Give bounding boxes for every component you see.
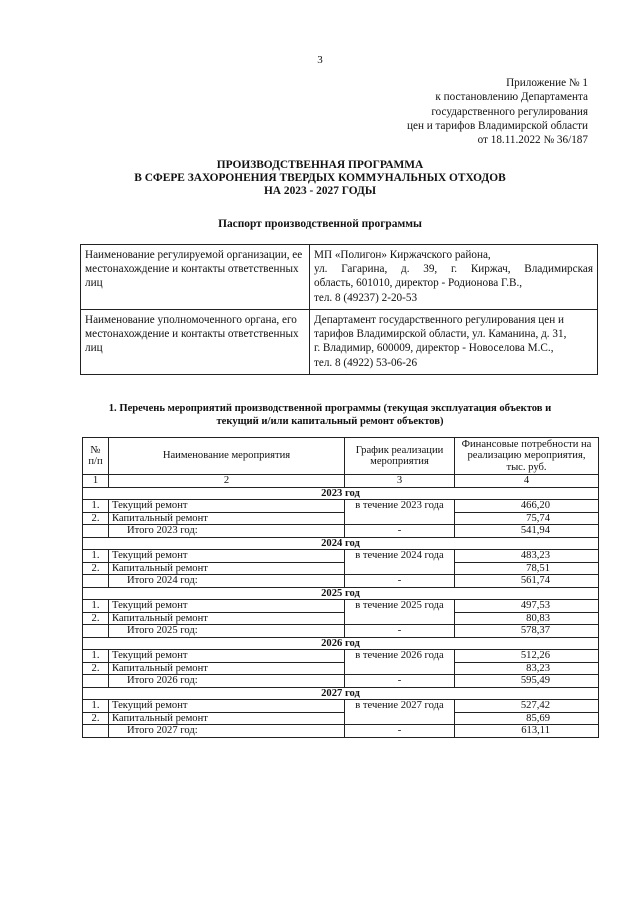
item-value: 85,69: [455, 712, 599, 725]
total-num-cell: [83, 725, 109, 738]
title-line: НА 2023 - 2027 ГОДЫ: [263, 185, 377, 197]
item-value: 75,74: [455, 512, 599, 525]
passport-heading: Паспорт производственной программы: [218, 218, 422, 230]
schedule-cell: в течение 2026 года: [345, 650, 455, 675]
appendix-line: к постановлению Департамента: [435, 91, 588, 104]
year-row: [83, 637, 599, 650]
total-schedule: -: [345, 575, 455, 588]
item-value: 497,53: [455, 600, 599, 613]
year-label: 2025 год: [83, 587, 599, 600]
item-name: Капитальный ремонт: [109, 662, 345, 675]
item-name: Капитальный ремонт: [109, 562, 345, 575]
passport-value-line: тел. 8 (49237) 2-20-53: [314, 291, 418, 304]
section-heading: [60, 403, 600, 428]
table-row: [83, 650, 599, 663]
total-num-cell: [83, 575, 109, 588]
title-line: В СФЕРЕ ЗАХОРОНЕНИЯ ТВЕРДЫХ КОММУНАЛЬНЫХ ОТХОДОВ: [134, 172, 506, 184]
year-row: [83, 587, 599, 600]
year-label: 2027 год: [83, 687, 599, 700]
passport-table: [80, 244, 598, 375]
item-number: 1.: [83, 650, 109, 663]
header-finance: Финансовые потребности на реализацию мероприятия, тыс. руб.: [455, 438, 599, 475]
table-row: [83, 550, 599, 563]
total-value: 613,11: [455, 725, 599, 738]
year-label: 2026 год: [83, 637, 599, 650]
measures-table: [82, 437, 599, 738]
header-num: № п/п: [83, 438, 109, 475]
item-name: Текущий ремонт: [109, 500, 345, 513]
item-name: Текущий ремонт: [109, 700, 345, 713]
item-value: 83,23: [455, 662, 599, 675]
appendix-line: государственного регулирования: [431, 105, 588, 118]
column-number: 3: [345, 475, 455, 488]
section-heading-line: 1. Перечень мероприятий производственной программы (текущая эксплуатация объектов и: [108, 403, 552, 414]
item-name: Капитальный ремонт: [109, 612, 345, 625]
schedule-cell: в течение 2025 года: [345, 600, 455, 625]
item-number: 2.: [83, 662, 109, 675]
item-value: 512,26: [455, 650, 599, 663]
appendix-line: от 18.11.2022 № 36/187: [477, 134, 588, 147]
section-heading-line: текущий и/или капитальный ремонт объектов): [216, 415, 444, 427]
total-value: 561,74: [455, 575, 599, 588]
item-number: 1.: [83, 550, 109, 563]
total-label: Итого 2026 год:: [109, 675, 345, 688]
table-row: [83, 562, 599, 575]
column-number: 4: [455, 475, 599, 488]
total-schedule: -: [345, 625, 455, 638]
item-value: 78,51: [455, 562, 599, 575]
total-schedule: -: [345, 525, 455, 538]
header-schedule: График реализации мероприятия: [345, 438, 455, 475]
total-row: [83, 575, 599, 588]
item-name: Текущий ремонт: [109, 600, 345, 613]
item-name: Капитальный ремонт: [109, 512, 345, 525]
item-name: Капитальный ремонт: [109, 712, 345, 725]
total-row: [83, 725, 599, 738]
column-numbers-row: [83, 475, 599, 488]
item-value: 80,83: [455, 612, 599, 625]
passport-row-organization: [81, 245, 598, 310]
passport-value-line: МП «Полигон» Киржачского района,: [314, 249, 491, 261]
appendix-line: Приложение № 1: [506, 77, 588, 89]
year-label: 2024 год: [83, 537, 599, 550]
schedule-cell: в течение 2023 года: [345, 500, 455, 525]
year-row: [83, 687, 599, 700]
passport-value-line: тарифов Владимирской области, ул. Каманина, д. 31,: [314, 328, 567, 341]
total-row: [83, 525, 599, 538]
passport-value-line: ул. Гагарина, д. 39, г. Киржач, Владимирская: [314, 263, 593, 276]
document-title: [0, 159, 640, 198]
item-number: 1.: [83, 700, 109, 713]
passport-value-line: г. Владимир, 600009, директор - Новоселова М.С.,: [314, 342, 554, 355]
header-name: Наименование мероприятия: [109, 438, 345, 475]
schedule-cell: в течение 2027 года: [345, 700, 455, 725]
total-label: Итого 2023 год:: [109, 525, 345, 538]
table-row: [83, 700, 599, 713]
passport-label: Наименование уполномоченного органа, его местонахождение и контакты ответственных лиц: [81, 310, 310, 375]
item-number: 1.: [83, 600, 109, 613]
passport-value-line: Департамент государственного регулирования цен и: [314, 314, 565, 326]
item-name: Текущий ремонт: [109, 550, 345, 563]
item-value: 483,23: [455, 550, 599, 563]
passport-value-line: область, 601010, директор - Родионова Г.В.,: [314, 277, 523, 290]
total-value: 578,37: [455, 625, 599, 638]
table-row: [83, 612, 599, 625]
column-number: 2: [109, 475, 345, 488]
year-label: 2023 год: [83, 487, 599, 500]
total-value: 595,49: [455, 675, 599, 688]
total-row: [83, 625, 599, 638]
appendix-line: цен и тарифов Владимирской области: [407, 119, 588, 132]
item-number: 2.: [83, 712, 109, 725]
table-row: [83, 512, 599, 525]
total-num-cell: [83, 525, 109, 538]
passport-label: Наименование регулируемой организации, ее местонахождение и контакты ответственных лиц: [81, 245, 310, 310]
year-row: [83, 487, 599, 500]
total-row: [83, 675, 599, 688]
table-row: [83, 712, 599, 725]
year-row: [83, 537, 599, 550]
item-number: 1.: [83, 500, 109, 513]
item-number: 2.: [83, 612, 109, 625]
item-value: 466,20: [455, 500, 599, 513]
table-row: [83, 662, 599, 675]
passport-value: [310, 245, 598, 310]
column-number: 1: [83, 475, 109, 488]
total-value: 541,94: [455, 525, 599, 538]
total-label: Итого 2025 год:: [109, 625, 345, 638]
passport-value-line: тел. 8 (4922) 53-06-26: [314, 356, 418, 369]
schedule-cell: в течение 2024 года: [345, 550, 455, 575]
title-line: ПРОИЗВОДСТВЕННАЯ ПРОГРАММА: [216, 159, 424, 171]
total-num-cell: [83, 625, 109, 638]
total-schedule: -: [345, 725, 455, 738]
page-number: 3: [317, 54, 323, 66]
table-row: [83, 600, 599, 613]
item-name: Текущий ремонт: [109, 650, 345, 663]
total-schedule: -: [345, 675, 455, 688]
passport-value: [310, 310, 598, 375]
passport-row-authority: [81, 310, 598, 375]
total-num-cell: [83, 675, 109, 688]
item-number: 2.: [83, 562, 109, 575]
table-header-row: [83, 438, 599, 475]
total-label: Итого 2027 год:: [109, 725, 345, 738]
appendix-note: [328, 76, 588, 147]
item-number: 2.: [83, 512, 109, 525]
table-row: [83, 500, 599, 513]
total-label: Итого 2024 год:: [109, 575, 345, 588]
item-value: 527,42: [455, 700, 599, 713]
